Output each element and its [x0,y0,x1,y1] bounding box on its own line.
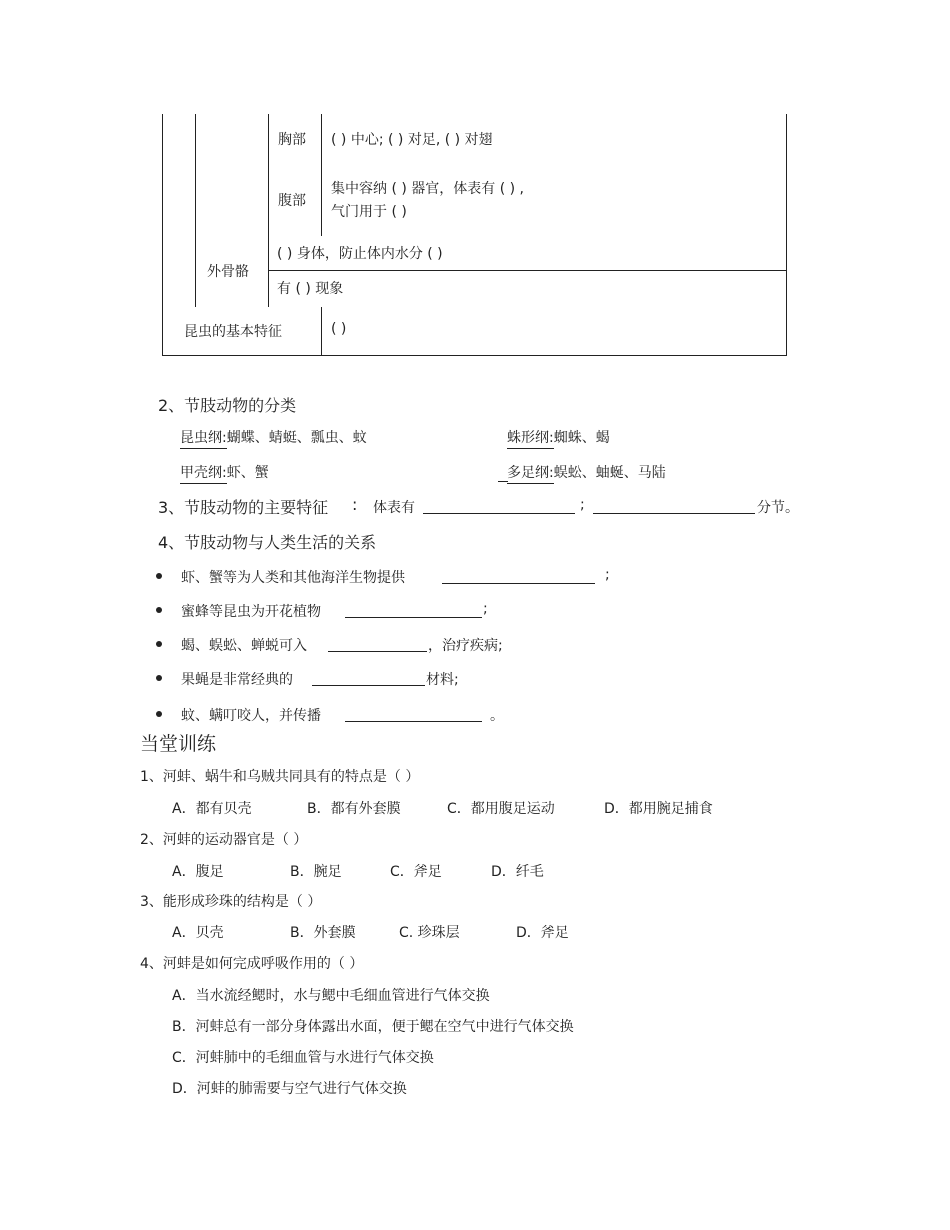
section3-suffix: 分节。 [757,500,799,516]
thorax-text: ( ) 中心; ( ) 对足, ( ) 对翅 [331,132,493,148]
table-border-left [162,114,163,356]
section3-separator: ; [580,497,585,513]
q3-option-c: C. 珍珠层 [399,925,460,941]
arachnida-label: 蛛形纲: [507,430,554,449]
relation-item-2-blank [345,617,482,618]
q1-option-a: A．都有贝壳 [172,801,252,817]
q3-option-d: D．斧足 [516,925,569,941]
exoskeleton-row2: 有 ( ) 现象 [277,281,344,297]
q4-option-b: B．河蚌总有一部分身体露出水面，便于鳃在空气中进行气体交换 [172,1019,574,1035]
myriapoda-underline-ext [498,481,508,482]
table-divider-h1 [268,270,786,271]
section3-title: 3、节肢动物的主要特征 [158,498,329,517]
thorax-label: 胸部 [278,132,306,148]
relation-item-3-text: 蝎、蜈蚣、蝉蜕可入 [181,638,307,654]
table-divider-v2 [268,114,269,307]
q2-stem: 2、河蚌的运动器官是（ ） [140,832,308,848]
table-divider-v3 [321,114,322,236]
relation-item-1-text: 虾、蟹等为人类和其他海洋生物提供 [181,570,405,586]
relation-item-4-blank [312,685,425,686]
q4-option-d: D．河蚌的肺需要与空气进行气体交换 [172,1081,407,1097]
exoskeleton-row1: ( ) 身体，防止体内水分 ( ) [277,246,443,262]
arachnida-row [507,427,610,447]
myriapoda-label: 多足纲: [507,465,554,484]
q1-option-b: B．都有外套膜 [307,801,401,817]
relation-item-1-end: ; [605,567,610,583]
relation-item-3-blank [328,651,427,652]
abdomen-text-2: 气门用于 ( ) [331,204,407,220]
section4-title: 4、节肢动物与人类生活的关系 [158,533,377,552]
segmentation-blank [593,513,755,514]
relation-item-1-blank [442,583,595,584]
crustacea-label: 甲壳纲: [180,465,227,484]
q2-option-d: D．纤毛 [491,864,544,880]
myriapoda-row [507,462,666,482]
basic-feature-label: 昆虫的基本特征 [184,324,282,340]
relation-item-2-text: 蜜蜂等昆虫为开花植物 [181,604,321,620]
q3-option-a: A．贝壳 [172,925,224,941]
bullet-icon [156,607,162,613]
q2-option-b: B．腕足 [290,864,342,880]
relation-item-4-text: 果蝇是非常经典的 [181,672,293,688]
relation-item-5-text: 蚊、螨叮咬人，并传播 [181,708,321,724]
section3-prefix: 体表有 [373,500,415,516]
q1-option-d: D．都用腕足捕食 [604,801,713,817]
q3-stem: 3、能形成珍珠的结构是（ ） [140,894,322,910]
insecta-row [180,427,367,447]
table-border-bottom [162,355,787,356]
exoskeleton-label: 外骨骼 [207,264,249,280]
crustacea-row [180,462,269,482]
bullet-icon [156,675,162,681]
practice-title: 当堂训练 [140,733,217,755]
table-divider-v1 [195,114,196,307]
body-surface-blank [423,513,575,514]
crustacea-items: 虾、蟹 [226,465,269,481]
bullet-icon [156,711,162,717]
basic-feature-text: ( ) [331,321,347,337]
q4-option-a: A．当水流经鳃时，水与鳃中毛细血管进行气体交换 [172,988,490,1004]
relation-item-5-end: 。 [490,708,504,724]
relation-item-5-blank [345,721,482,722]
abdomen-label: 腹部 [278,193,306,209]
arachnida-items: 蜘蛛、蝎 [553,430,610,446]
bullet-icon [156,641,162,647]
q1-stem: 1、河蚌、蜗牛和乌贼共同具有的特点是（ ） [140,769,420,785]
section3-colon: : [352,495,358,514]
bullet-icon [156,573,162,579]
abdomen-text-1: 集中容纳 ( ) 器官，体表有 ( ) , [331,181,524,197]
table-divider-v4 [321,307,322,355]
q4-stem: 4、河蚌是如何完成呼吸作用的（ ） [140,956,364,972]
relation-item-3-end: ，治疗疾病; [428,638,503,654]
q2-option-a: A．腹足 [172,864,224,880]
q1-option-c: C．都用腹足运动 [447,801,555,817]
relation-item-2-end: ; [483,601,488,617]
insecta-items: 蝴蝶、蜻蜓、瓢虫、蚊 [226,430,367,446]
q4-option-c: C．河蚌肺中的毛细血管与水进行气体交换 [172,1050,434,1066]
section2-title: 2、节肢动物的分类 [158,396,297,415]
myriapoda-items: 蜈蚣、蚰蜒、马陆 [553,465,666,481]
q3-option-b: B．外套膜 [290,925,356,941]
table-border-right [786,114,787,356]
q2-option-c: C．斧足 [390,864,442,880]
insecta-label: 昆虫纲: [180,430,227,449]
relation-item-4-end: 材料; [426,672,459,688]
